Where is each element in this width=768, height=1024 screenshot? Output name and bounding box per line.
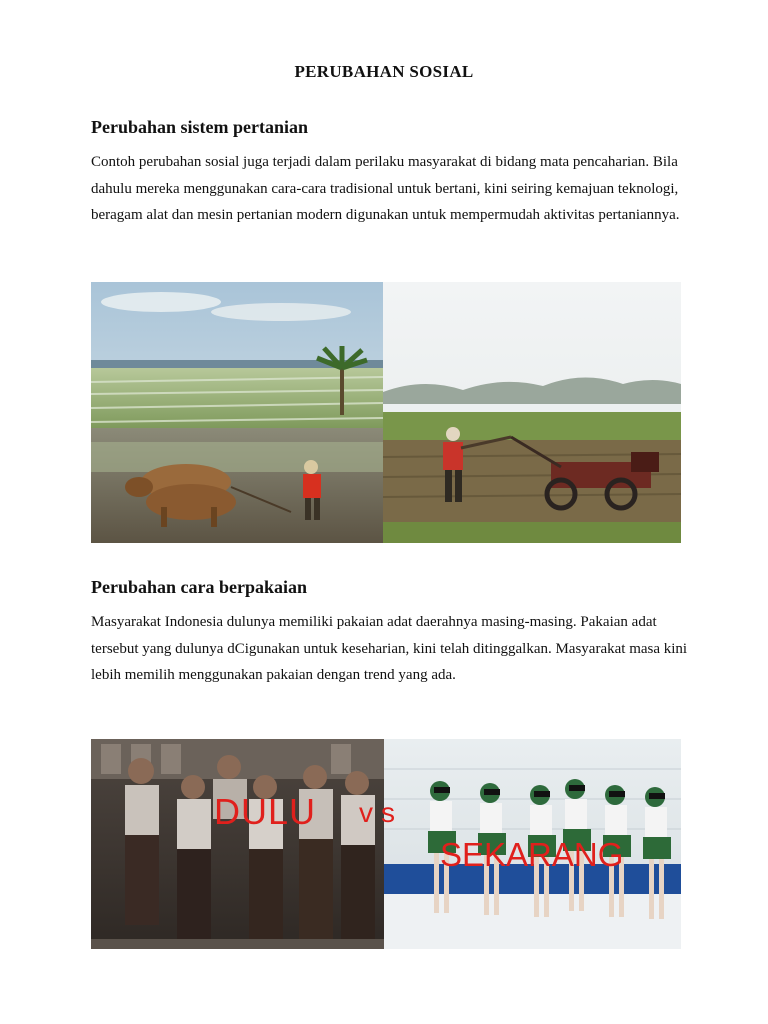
farming-photo-illustration: [91, 282, 681, 543]
overlay-label-vs: vs: [359, 797, 403, 828]
section-paragraph-clothing: Masyarakat Indonesia dulunya memiliki pakaian adat daerahnya masing-masing. Pakaian adat tersebut yang dulunya dCigunakan untuk keseharian, kini telah ditinggalkan. Masyarakat masa kini lebih memilih menggunakan pakaian dengan trend yang ada.: [91, 614, 688, 683]
overlay-label-dulu: DULU: [214, 791, 317, 832]
overlay-label-sekarang: SEKARANG: [440, 836, 624, 873]
section-paragraph-farming: Contoh perubahan sosial juga terjadi dalam perilaku masyarakat di bidang mata pencaharian. Bila dahulu mereka menggunakan cara-cara tradisional untuk bertani, kini seiring kemajuan teknologi, beragam alat dan mesin pertanian modern digunakan untuk mempermudah aktivitas pertaniannya.: [91, 154, 680, 223]
section-heading-farming: Perubahan sistem pertanian: [91, 117, 309, 137]
section-heading-clothing: Perubahan cara berpakaian: [91, 577, 308, 597]
clothing-comparison-photo: [91, 739, 681, 949]
farming-comparison-photo: [91, 282, 681, 543]
document-title: PERUBAHAN SOSIAL: [294, 62, 474, 81]
